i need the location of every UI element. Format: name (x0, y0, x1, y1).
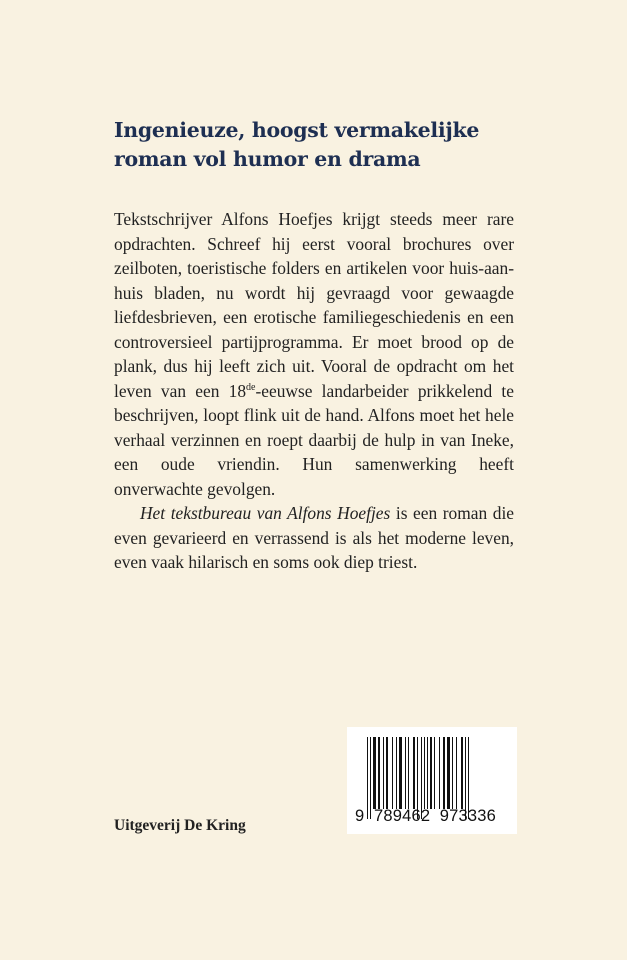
barcode-bar (424, 737, 425, 809)
blurb-text: -eeuwse landarbeider prikkelend te beschrijven, loopt flink uit de hand. Alfons moet het hele verhaal verzinnen en roept daarbij de hulp in van Ineke, een oude vriendin. Hun samenwerking heeft onverwachte gevolgen. (114, 380, 514, 499)
isbn-barcode (347, 727, 517, 834)
barcode-bar (443, 737, 445, 809)
barcode-bar (378, 737, 380, 809)
blurb-paragraph-1 (114, 207, 514, 501)
barcode-bar (405, 737, 406, 809)
barcode-bar (399, 737, 402, 809)
barcode-bar (408, 737, 409, 809)
barcode-bar (439, 737, 440, 809)
barcode-bar (413, 737, 415, 809)
blurb (114, 207, 514, 575)
barcode-bar (452, 737, 453, 809)
barcode-bar (434, 737, 435, 809)
publisher-name: Uitgeverij De Kring (114, 817, 246, 834)
barcode-bars (367, 737, 501, 809)
barcode-bar (392, 737, 393, 809)
barcode-bar (430, 737, 432, 809)
barcode-bar (447, 737, 450, 809)
blurb-text: is een roman die even gevarieerd en verrassend is als het moderne leven, even vaak hilarisch en soms ook diep triest. (114, 503, 514, 572)
barcode-bar (461, 737, 463, 809)
barcode-bar (386, 737, 388, 809)
barcode-bar (373, 737, 376, 809)
barcode-bar (383, 737, 384, 809)
headline-line-1: Ingenieuze, hoogst vermakelijke (114, 118, 480, 142)
ordinal-superscript: de (246, 381, 256, 393)
isbn-digits: 9 789462 973336 (355, 807, 497, 825)
headline (114, 116, 534, 174)
barcode-bar (456, 737, 457, 809)
barcode-bar (427, 737, 428, 809)
barcode-bar (396, 737, 397, 809)
blurb-paragraph-2 (114, 501, 514, 575)
blurb-text: Tekstschrijver Alfons Hoefjes krijgt steeds meer rare opdrachten. Schreef hij eerst vooral brochures over zeilboten, toeristische folders en artikelen voor huis-aan-huis bladen, nu wordt hij gevraagd voor gewaagde liefdesbrieven, een erotische familiegeschiedenis en een controversieel partijprogramma. Er moet brood op de plank, dus hij leeft zich uit. Vooral de opdracht om het leven van een 18 (114, 209, 514, 401)
book-title: Het tekstbureau van Alfons Hoefjes (140, 503, 391, 523)
headline-line-2: roman vol humor en drama (114, 147, 421, 171)
